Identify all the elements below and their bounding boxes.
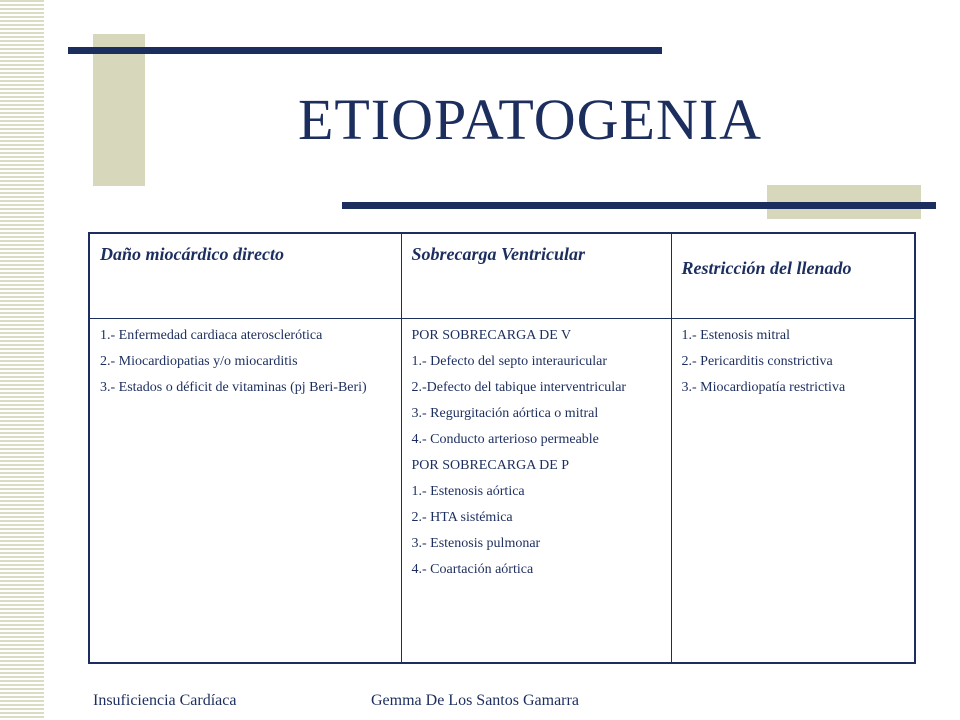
header-direct-damage: Daño miocárdico directo [89,233,401,319]
list-item: 2.- Pericarditis constrictiva [681,354,833,369]
table-body-row [89,319,915,664]
list-item: 2.- Miocardiopatias y/o miocarditis [100,354,298,369]
list-item: 3.- Estenosis pulmonar [411,536,541,551]
list-item: 1.- Defecto del septo interauricular [411,354,608,369]
etiology-table [88,232,916,664]
table-header-row [89,233,915,319]
footer-topic: Insuficiencia Cardíaca [93,692,237,709]
list-item: 1.- Estenosis aórtica [411,484,525,499]
list-item: 1.- Estenosis mitral [681,328,790,343]
list-item: POR SOBRECARGA DE P [411,458,570,473]
decorative-vertical-bar [93,34,145,186]
footer-author: Gemma De Los Santos Gamarra [371,692,579,709]
list-item: 2.-Defecto del tabique interventricular [411,380,627,395]
decorative-top-line [68,47,662,54]
cell-filling-restriction [671,319,915,664]
slide-title: ETIOPATOGENIA [297,87,763,152]
list-item: 4.- Coartación aórtica [411,562,534,577]
header-ventricular-overload: Sobrecarga Ventricular [401,233,671,319]
list-item: 3.- Estados o déficit de vitaminas (pj Beri-Beri) [100,380,367,395]
decorative-mid-line [342,202,936,209]
header-filling-restriction: Restricción del llenado [671,233,915,319]
cell-direct-damage [89,319,401,664]
decorative-side-stripe [0,0,44,720]
list-item: 2.- HTA sistémica [411,510,513,525]
list-item: 4.- Conducto arterioso permeable [411,432,599,447]
list-item: 3.- Regurgitación aórtica o mitral [411,406,599,421]
list-item: 3.- Miocardiopatía restrictiva [681,380,846,395]
cell-ventricular-overload [401,319,671,664]
list-item: 1.- Enfermedad cardiaca aterosclerótica [100,328,323,343]
list-item: POR SOBRECARGA DE V [411,328,572,343]
